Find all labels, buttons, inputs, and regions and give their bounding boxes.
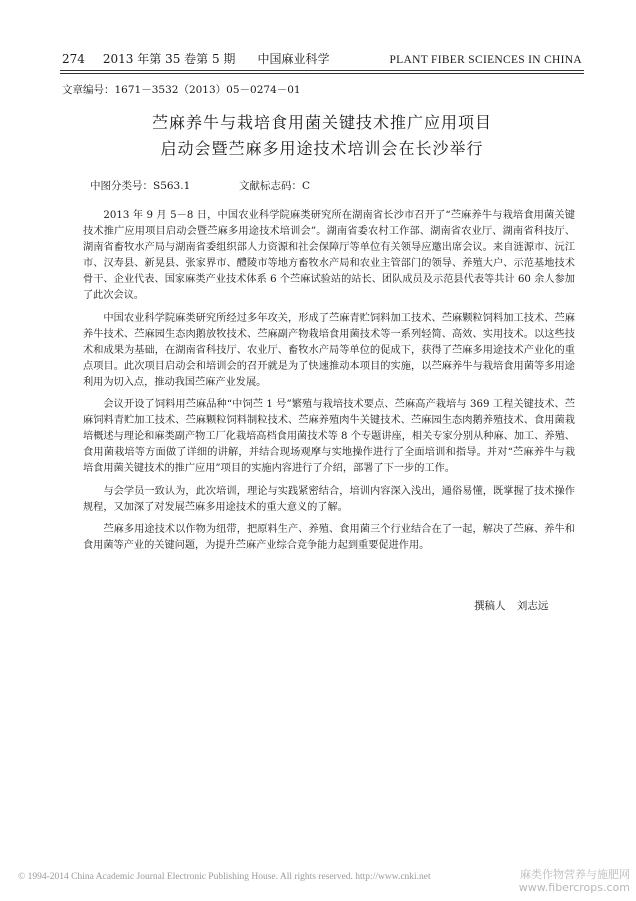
watermark-line-1: 麻类作物营养与施肥网 <box>520 868 630 881</box>
classification-line <box>90 178 310 193</box>
header-rule-bottom <box>60 73 584 74</box>
watermark-line-2: www.fibercrops.com <box>518 881 630 894</box>
paragraph: 与会学员一致认为，此次培训，理论与实践紧密结合，培训内容深入浅出，通俗易懂，既掌握了技术操作规程，又加深了对发展苎麻多用途技术的重大意义的了解。 <box>83 485 575 513</box>
title-line-2: 启动会暨苎麻多用途技术培训会在长沙举行 <box>160 139 484 158</box>
author-credit: 撰稿人 刘志远 <box>474 600 549 612</box>
document-code: 文献标志码：C <box>238 180 310 192</box>
paragraph: 苎麻多用途技术以作物为纽带，把原料生产、养殖、食用菌三个行业结合在了一起，解决了苎麻、养牛和食用菌等产业的关键问题，为提升苎麻产业综合竞争能力起到重要促进作用。 <box>83 523 575 551</box>
paragraph: 2013 年 9 月 5－8 日，中国农业科学院麻类研究所在湖南省长沙市召开了“苎麻养牛与栽培食用菌关键技术推广应用项目启动会暨苎麻多用途技术培训会”。湖南省委农村工作部、湖南省农业厅、湖南省科技厅、湖南省畜牧水产局与湖南省委组织部人力资源和社会保障厅等单位有关领导应邀出席会议。来自涟源市、沅江市、汉寿县、新晃县、张家界市、醴陵市等地方畜牧水产局和农业主管部门的领导、养殖大户、示范基地技术骨干、企业代表、国家麻类产业技术体系 6 个苎麻试验站的站长、团队成员及示范县代表等共计 60 余人参加了此次会议。 <box>83 210 576 302</box>
paragraph: 中国农业科学院麻类研究所经过多年攻关，形成了苎麻青贮饲料加工技术、苎麻颗粒饲料加工技术、苎麻养牛技术、苎麻园生态肉鹅放牧技术、苎麻副产物栽培食用菌技术等一系列轻简、高效、实用技术。以这些技术和成果为基础，在湖南省科技厅、农业厅、畜牧水产局等单位的促成下，获得了苎麻多用途技术产业化的重点项目。此次项目启动会和培训会的召开就是为了快速推动本项目的实施，以苎麻养牛与栽培食用菌等多用途利用为切入点，推动我国苎麻产业发展。 <box>83 312 575 388</box>
running-header <box>62 50 582 68</box>
journal-name-en: PLANT FIBER SCIENCES IN CHINA <box>389 54 582 66</box>
issue-info: 2013 年第 35 卷第 5 期 <box>102 52 236 66</box>
paragraph: 会议开设了饲料用苎麻品种“中饲苎 1 号”繁殖与栽培技术要点、苎麻高产栽培与 369 工程关键技术、苎麻饲料青贮加工技术、苎麻颗粒饲料制粒技术、苎麻养殖肉牛关键技术、苎麻园生态肉鹅养殖技术、食用菌栽培概述与理论和麻类副产物工厂化栽培高档食用菌技术等 8 个专题讲座，相关专家分别从种麻、加工、养殖、食用菌栽培等方面做了详细的讲解，并结合现场观摩与实地操作进行了全面培训和指导。并对“苎麻养牛与栽培食用菌关键技术的推广应用”项目的实施内容进行了介绍，部署了下一步的工作。 <box>83 399 575 475</box>
journal-name-cn: 中国麻业科学 <box>257 52 330 66</box>
title-line-1: 苎麻养牛与栽培食用菌关键技术推广应用项目 <box>151 113 492 132</box>
article-title <box>60 110 584 162</box>
copyright-footer: © 1994-2014 China Academic Journal Electronic Publishing House. All rights reserved. http://www.cnki.net <box>18 872 431 882</box>
site-watermark <box>510 868 630 894</box>
clc-number: 中图分类号：S563.1 <box>90 180 191 192</box>
header-rule-top <box>60 70 584 71</box>
article-number: 文章编号：1671－3532（2013）05－0274－01 <box>62 84 301 96</box>
article-body <box>83 208 575 560</box>
page-number: 274 <box>62 52 85 66</box>
